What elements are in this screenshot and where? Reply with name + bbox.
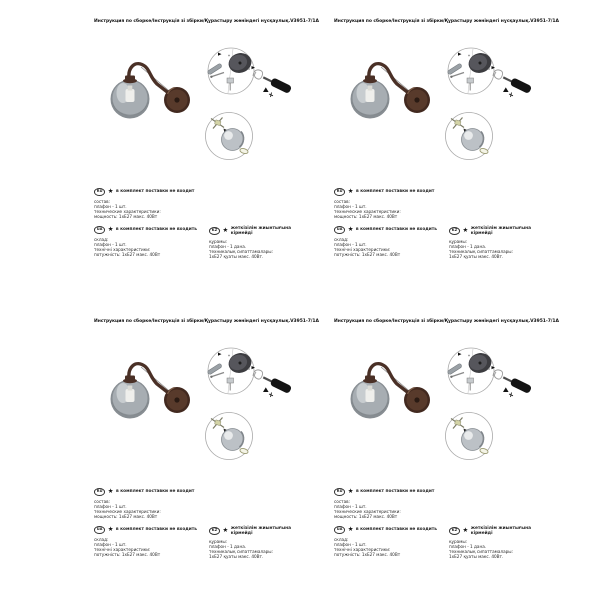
kz-spec-line: құрамы: — [449, 539, 468, 545]
ru-spec-line: состав: — [94, 498, 111, 504]
bulb-detail-circle — [446, 113, 493, 160]
ru-spec-line: технические характеристики: — [94, 208, 161, 214]
ru-note-row — [94, 188, 304, 196]
wall-lamp-drawing — [111, 364, 191, 419]
arrow-up-icon — [263, 87, 269, 92]
kz-badge: KZ — [449, 227, 460, 235]
mounting-detail-circle — [207, 348, 255, 394]
ua-column — [94, 526, 209, 560]
ua-specs — [334, 537, 449, 558]
kz-note: жеткізілім жиынтығына кірмейді — [470, 526, 531, 537]
spec-text-block — [94, 188, 304, 260]
ru-spec-line: мощность: 1хЕ27 макс. 40Вт — [334, 213, 398, 219]
ua-column — [334, 526, 449, 560]
star-icon: ★ — [107, 187, 114, 196]
ua-note-row — [334, 226, 449, 234]
ru-note: в комплект поставки не входит — [116, 489, 195, 495]
ru-spec-line: плафон - 1 шт. — [334, 203, 367, 209]
kz-spec-line: құрамы: — [209, 239, 228, 245]
star-icon: ★ — [462, 526, 469, 535]
bulb-detail-circle — [206, 413, 253, 460]
panel-title: Инструкция по сборке/Інструкція зі збірки/Құрастыру жөніндегі нұсқаулық.V3951-7/1A — [334, 319, 559, 324]
ua-spec-line: технічні характеристики: — [334, 546, 391, 552]
ru-spec-line: технические характеристики: — [94, 508, 161, 514]
star-icon: ★ — [347, 487, 354, 496]
ru-spec-line: состав: — [94, 198, 111, 204]
ru-spec-line: мощность: 1хЕ27 макс. 40Вт — [334, 513, 398, 519]
ua-spec-line: потужність: 1хЕ27 макс. 40Вт — [94, 552, 161, 558]
lamp-illustration — [94, 42, 299, 184]
spec-text-block — [334, 188, 544, 260]
lamp-illustration — [94, 342, 299, 484]
bulb-detail-circle — [206, 113, 253, 160]
panel-title: Инструкция по сборке/Інструкція зі збірки/Құрастыру жөніндегі нұсқаулық.V3951-7/1A — [334, 19, 559, 24]
ru-spec-line: технические характеристики: — [334, 208, 401, 214]
kz-spec-line: 1хЕ27 қуаты макс. 40Вт. — [209, 554, 264, 560]
kz-note-row — [209, 226, 304, 236]
arrow-up-icon — [503, 387, 509, 392]
ru-spec-line: плафон - 1 шт. — [94, 203, 127, 209]
screw-icon — [269, 393, 273, 398]
star-icon: ★ — [462, 226, 469, 235]
ru-badge: RU — [94, 488, 105, 496]
ru-spec-line: технические характеристики: — [334, 508, 401, 514]
ua-spec-line: склад: — [334, 536, 349, 542]
kz-spec-line: техникалық сипаттамалары: — [449, 549, 514, 555]
ru-specs — [94, 499, 304, 520]
arrow-up-icon — [263, 387, 269, 392]
star-icon: ★ — [107, 225, 114, 234]
kz-note: жеткізілім жиынтығына кірмейді — [230, 226, 291, 237]
ua-note-row — [94, 526, 209, 534]
ru-spec-line: состав: — [334, 198, 351, 204]
ru-note: в комплект поставки не входит — [356, 189, 435, 195]
bulb-detail-circle — [446, 413, 493, 460]
kz-column — [209, 526, 304, 560]
screwdriver-icon — [493, 370, 532, 397]
kz-note: жеткізілім жиынтығына кірмейді — [230, 526, 291, 537]
ua-spec-line: потужність: 1хЕ27 макс. 40Вт — [334, 552, 401, 558]
star-icon: ★ — [222, 526, 229, 535]
ru-badge: RU — [94, 188, 105, 196]
ru-spec-line: мощность: 1хЕ27 макс. 40Вт — [94, 213, 158, 219]
ua-note: в комплект поставки не входить — [115, 527, 197, 533]
star-icon: ★ — [347, 525, 354, 534]
spec-text-block — [94, 488, 304, 560]
ru-note: в комплект поставки не входит — [116, 189, 195, 195]
ru-spec-line: состав: — [334, 498, 351, 504]
kz-spec-line: плафон - 1 дана. — [449, 244, 487, 250]
ru-note-row — [94, 488, 304, 496]
kz-note-row — [449, 226, 544, 236]
wall-lamp-drawing — [111, 64, 191, 119]
kz-spec-line: плафон - 1 дана. — [209, 244, 247, 250]
instruction-panel-4 — [334, 314, 559, 604]
kz-note: жеткізілім жиынтығына кірмейді — [470, 226, 531, 237]
ua-note-row — [94, 226, 209, 234]
star-icon: ★ — [222, 226, 229, 235]
ua-spec-line: плафон - 1 шт. — [94, 541, 127, 547]
ru-spec-line: мощность: 1хЕ27 макс. 40Вт — [94, 513, 158, 519]
arrow-up-icon — [503, 87, 509, 92]
ua-note-row — [334, 526, 449, 534]
ua-spec-line: плафон - 1 шт. — [94, 241, 127, 247]
ua-spec-line: плафон - 1 шт. — [334, 241, 367, 247]
screw-icon — [269, 93, 273, 98]
ua-note: в комплект поставки не входить — [355, 527, 437, 533]
ru-specs — [334, 199, 544, 220]
star-icon: ★ — [107, 525, 114, 534]
kz-badge: KZ — [209, 527, 220, 535]
ru-badge: RU — [334, 188, 345, 196]
instruction-panel-1 — [94, 14, 319, 304]
kz-spec-line: 1хЕ27 қуаты макс. 40Вт. — [449, 254, 504, 260]
ru-spec-line: плафон - 1 шт. — [334, 503, 367, 509]
mounting-detail-circle — [447, 48, 495, 94]
kz-spec-line: 1хЕ27 қуаты макс. 40Вт. — [449, 554, 504, 560]
kz-spec-line: құрамы: — [449, 239, 468, 245]
ua-spec-line: технічні характеристики: — [94, 246, 151, 252]
kz-spec-line: плафон - 1 дана. — [449, 544, 487, 550]
kz-column — [449, 226, 544, 260]
kz-note-row — [209, 526, 304, 536]
ua-spec-line: технічні характеристики: — [334, 246, 391, 252]
mounting-detail-circle — [207, 48, 255, 94]
wall-lamp-drawing — [351, 364, 431, 419]
star-icon: ★ — [347, 225, 354, 234]
kz-column — [449, 526, 544, 560]
ru-note-row — [334, 488, 544, 496]
ua-spec-line: потужність: 1хЕ27 макс. 40Вт — [94, 252, 161, 258]
mounting-detail-circle — [447, 348, 495, 394]
ua-badge: UA — [94, 526, 105, 534]
ua-spec-line: склад: — [334, 236, 349, 242]
ua-column — [334, 226, 449, 260]
screwdriver-icon — [253, 370, 292, 397]
ua-spec-line: плафон - 1 шт. — [334, 541, 367, 547]
panel-title: Инструкция по сборке/Інструкція зі збірки/Құрастыру жөніндегі нұсқаулық.V3951-7/1A — [94, 319, 319, 324]
instruction-panel-2 — [334, 14, 559, 304]
ua-note: в комплект поставки не входить — [355, 227, 437, 233]
kz-spec-line: техникалық сипаттамалары: — [209, 249, 274, 255]
kz-column — [209, 226, 304, 260]
kz-spec-line: плафон - 1 дана. — [209, 544, 247, 550]
ru-specs — [94, 199, 304, 220]
ua-specs — [334, 237, 449, 258]
kz-spec-line: техникалық сипаттамалары: — [209, 549, 274, 555]
lamp-illustration — [334, 42, 539, 184]
kz-badge: KZ — [449, 527, 460, 535]
lamp-illustration — [334, 342, 539, 484]
star-icon: ★ — [107, 487, 114, 496]
kz-specs — [209, 239, 304, 260]
kz-badge: KZ — [209, 227, 220, 235]
kz-spec-line: техникалық сипаттамалары: — [449, 249, 514, 255]
spec-text-block — [334, 488, 544, 560]
wall-lamp-drawing — [351, 64, 431, 119]
ua-badge: UA — [334, 226, 345, 234]
ru-note: в комплект поставки не входит — [356, 489, 435, 495]
kz-spec-line: 1хЕ27 қуаты макс. 40Вт. — [209, 254, 264, 260]
screwdriver-icon — [493, 70, 532, 97]
ua-note: в комплект поставки не входить — [115, 227, 197, 233]
kz-note-row — [449, 526, 544, 536]
ua-spec-line: потужність: 1хЕ27 макс. 40Вт — [334, 252, 401, 258]
ua-specs — [94, 237, 209, 258]
screwdriver-icon — [253, 70, 292, 97]
instruction-panel-3 — [94, 314, 319, 604]
ua-column — [94, 226, 209, 260]
ua-badge: UA — [94, 226, 105, 234]
screw-icon — [509, 93, 513, 98]
ua-spec-line: склад: — [94, 236, 109, 242]
ru-note-row — [334, 188, 544, 196]
ru-spec-line: плафон - 1 шт. — [94, 503, 127, 509]
panel-title: Инструкция по сборке/Інструкція зі збірки/Құрастыру жөніндегі нұсқаулық.V3951-7/1A — [94, 19, 319, 24]
ua-badge: UA — [334, 526, 345, 534]
kz-specs — [209, 539, 304, 560]
ru-specs — [334, 499, 544, 520]
kz-specs — [449, 239, 544, 260]
screw-icon — [509, 393, 513, 398]
kz-specs — [449, 539, 544, 560]
ua-spec-line: склад: — [94, 536, 109, 542]
kz-spec-line: құрамы: — [209, 539, 228, 545]
ua-specs — [94, 537, 209, 558]
star-icon: ★ — [347, 187, 354, 196]
ua-spec-line: технічні характеристики: — [94, 546, 151, 552]
ru-badge: RU — [334, 488, 345, 496]
